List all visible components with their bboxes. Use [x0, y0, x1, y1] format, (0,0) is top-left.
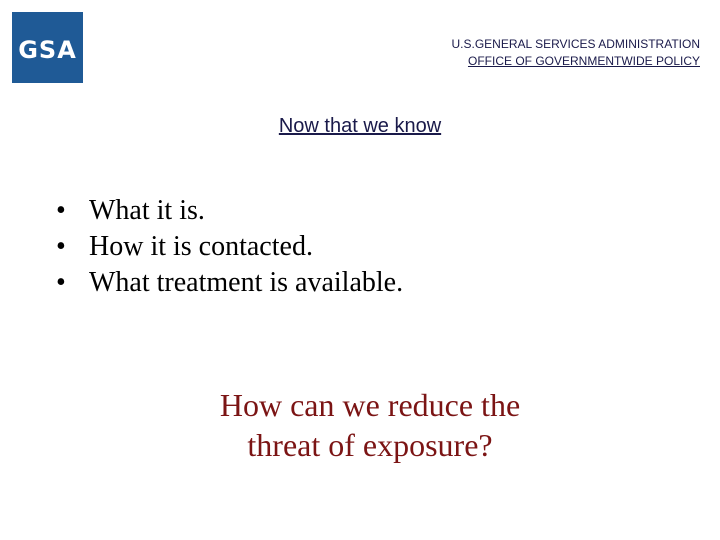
gsa-logo-text: GSA [18, 35, 77, 64]
bullet-marker: • [56, 231, 66, 262]
bullet-marker: • [56, 195, 66, 226]
bullet-item [56, 265, 403, 301]
question-line-1: How can we reduce the [219, 387, 521, 423]
bullet-text: What it is. [89, 195, 205, 226]
bullet-item [56, 229, 403, 265]
bullet-text: What treatment is available. [89, 267, 404, 298]
bullet-list [56, 193, 403, 301]
agency-name: U.S.GENERAL SERVICES ADMINISTRATION [451, 37, 700, 51]
gsa-logo [12, 12, 83, 83]
agency-office: OFFICE OF GOVERNMENTWIDE POLICY [467, 54, 700, 68]
closing-question [0, 385, 720, 465]
slide-title: Now that we know [278, 115, 442, 137]
bullet-text: How it is contacted. [89, 231, 313, 262]
agency-header [452, 36, 701, 70]
bullet-item [56, 193, 403, 229]
question-line-2: threat of exposure? [247, 427, 493, 463]
bullet-marker: • [56, 267, 66, 298]
